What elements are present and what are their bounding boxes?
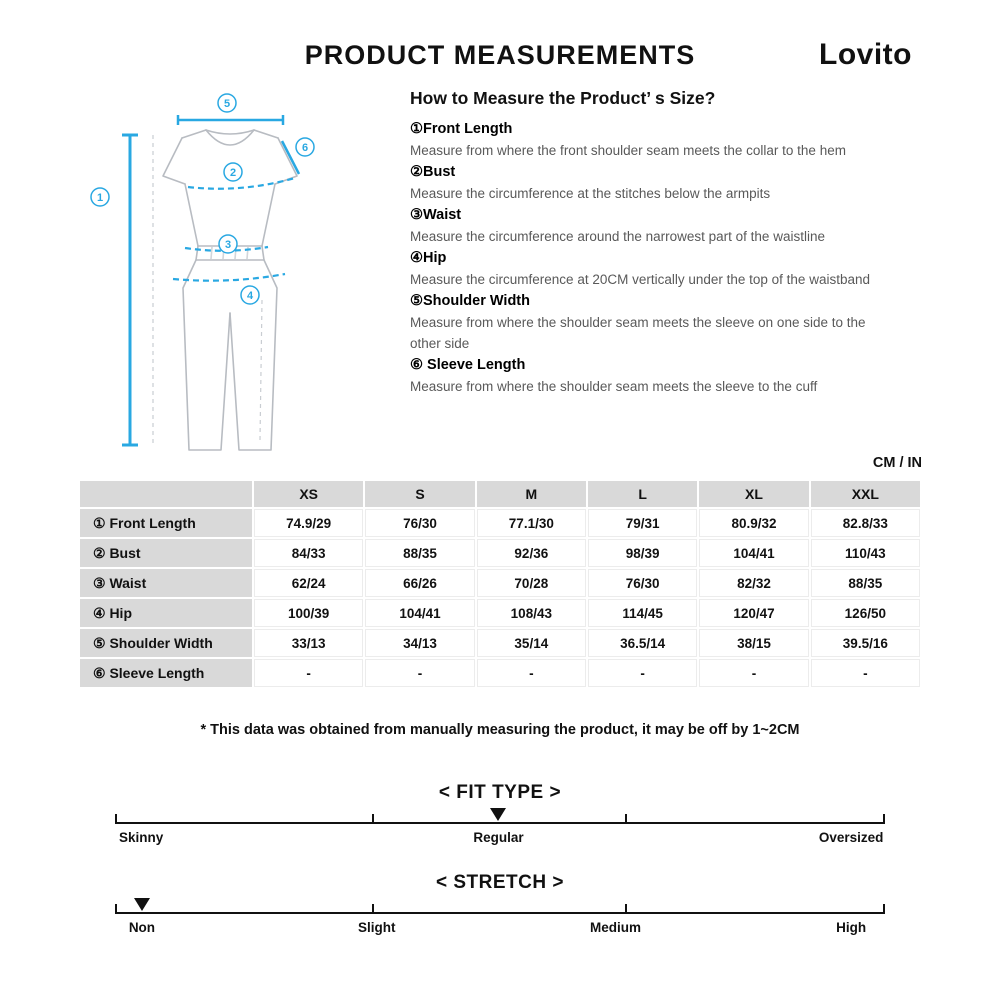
fit-type-scale xyxy=(0,782,1000,845)
table-row-front-length xyxy=(80,509,920,537)
stretch-track xyxy=(115,912,885,935)
measurement-value: - xyxy=(811,659,920,687)
annotation-2-bust xyxy=(224,163,242,181)
measurement-value: 35/14 xyxy=(477,629,586,657)
measurement-value: 33/13 xyxy=(254,629,363,657)
measurement-value: 76/30 xyxy=(365,509,474,537)
guide-item-desc: Measure the circumference at the stitches below the armpits xyxy=(410,186,771,201)
measurement-value: 114/45 xyxy=(588,599,697,627)
measurement-value: - xyxy=(254,659,363,687)
fit-type-pointer-arrow xyxy=(490,808,506,821)
tick-mark xyxy=(115,814,117,823)
row-label: ④ Hip xyxy=(80,599,252,627)
measurement-value: 126/50 xyxy=(811,599,920,627)
guide-item-shoulder-width xyxy=(410,290,900,354)
scale-label-medium: Medium xyxy=(589,920,642,935)
brand-logo: Lovito xyxy=(819,38,912,71)
tick-mark xyxy=(625,814,627,823)
measurement-value: 92/36 xyxy=(477,539,586,567)
measure-guide xyxy=(410,88,900,397)
annotation-1-front-length xyxy=(91,188,109,206)
diagram-annotations xyxy=(91,94,314,304)
measurement-value: 104/41 xyxy=(699,539,808,567)
scale-label-regular: Regular xyxy=(473,830,524,845)
row-label: ① Front Length xyxy=(80,509,252,537)
table-row-shoulder-width xyxy=(80,629,920,657)
svg-text:5: 5 xyxy=(223,98,231,110)
scale-label-non: Non xyxy=(128,920,156,935)
table-corner-cell xyxy=(80,481,252,507)
measurement-value: 76/30 xyxy=(588,569,697,597)
measurement-value: 88/35 xyxy=(811,569,920,597)
guide-item-desc: Measure from where the shoulder seam meets the sleeve on one side to the other side xyxy=(410,315,866,351)
guide-item-desc: Measure the circumference around the narrowest part of the waistline xyxy=(410,229,825,244)
measurement-value: 39.5/16 xyxy=(811,629,920,657)
scale-label-high: High xyxy=(836,920,867,935)
scale-label-skinny: Skinny xyxy=(119,830,164,845)
row-label: ③ Waist xyxy=(80,569,252,597)
guide-item-desc: Measure from where the front shoulder seam meets the collar to the hem xyxy=(410,143,846,158)
size-col-header: M xyxy=(477,481,586,507)
measurement-value: - xyxy=(477,659,586,687)
measurement-disclaimer: * This data was obtained from manually measuring the product, it may be off by 1~2CM xyxy=(200,722,800,738)
stretch-scale xyxy=(0,872,1000,935)
stretch-title: < STRETCH > xyxy=(436,872,564,893)
size-col-header: XXL xyxy=(811,481,920,507)
table-row-waist xyxy=(80,569,920,597)
table-row-sleeve-length xyxy=(80,659,920,687)
guide-item-front-length xyxy=(410,118,900,161)
guide-title: How to Measure the Product’ s Size? xyxy=(410,88,716,108)
annotation-6-sleeve-length xyxy=(296,138,314,156)
measurement-value: 110/43 xyxy=(811,539,920,567)
annotation-4-hip xyxy=(241,286,259,304)
guide-item-waist xyxy=(410,204,900,247)
annotation-5-shoulder-width xyxy=(218,94,236,112)
tick-mark xyxy=(115,904,117,913)
guide-item-label: ⑤Shoulder Width xyxy=(410,293,530,309)
fit-type-title: < FIT TYPE > xyxy=(438,782,562,803)
measurement-value: - xyxy=(588,659,697,687)
measurement-value: 80.9/32 xyxy=(699,509,808,537)
tick-mark xyxy=(372,814,374,823)
table-row-hip xyxy=(80,599,920,627)
measurement-value: 79/31 xyxy=(588,509,697,537)
row-label: ⑥ Sleeve Length xyxy=(80,659,252,687)
measurement-value: 98/39 xyxy=(588,539,697,567)
size-table-header-row xyxy=(80,481,920,507)
measurement-value: 120/47 xyxy=(699,599,808,627)
measurement-value: 84/33 xyxy=(254,539,363,567)
measurement-value: 100/39 xyxy=(254,599,363,627)
size-col-header: XL xyxy=(699,481,808,507)
measurement-value: 66/26 xyxy=(365,569,474,597)
measurement-value: 82/32 xyxy=(699,569,808,597)
size-col-header: XS xyxy=(254,481,363,507)
size-col-header: L xyxy=(588,481,697,507)
guide-item-desc: Measure from where the shoulder seam meets the sleeve to the cuff xyxy=(410,379,818,394)
row-label: ② Bust xyxy=(80,539,252,567)
svg-text:6: 6 xyxy=(301,142,309,154)
guide-item-label: ④Hip xyxy=(410,250,447,266)
measurement-value: 88/35 xyxy=(365,539,474,567)
size-table-wrap xyxy=(78,479,922,689)
measurement-value: 108/43 xyxy=(477,599,586,627)
measurement-value: - xyxy=(365,659,474,687)
measurement-value: 104/41 xyxy=(365,599,474,627)
guide-item-label: ③Waist xyxy=(410,207,462,223)
measurement-value: 34/13 xyxy=(365,629,474,657)
tick-mark xyxy=(372,904,374,913)
annotation-3-waist xyxy=(219,235,237,253)
guide-item-sleeve-length xyxy=(410,354,900,397)
guide-item-hip xyxy=(410,247,900,290)
row-label: ⑤ Shoulder Width xyxy=(80,629,252,657)
measurement-value: 77.1/30 xyxy=(477,509,586,537)
scale-label-slight: Slight xyxy=(358,920,396,935)
svg-text:1: 1 xyxy=(96,192,104,204)
stretch-pointer-arrow xyxy=(134,898,150,911)
svg-text:2: 2 xyxy=(229,167,237,179)
measurement-value: 38/15 xyxy=(699,629,808,657)
measurement-value: 82.8/33 xyxy=(811,509,920,537)
tick-mark xyxy=(883,814,885,823)
guide-item-label: ①Front Length xyxy=(410,121,513,137)
measurement-value: - xyxy=(699,659,808,687)
fit-type-track xyxy=(115,822,885,845)
measurement-value: 62/24 xyxy=(254,569,363,597)
guide-item-bust xyxy=(410,161,900,204)
measurement-value: 74.9/29 xyxy=(254,509,363,537)
page-title: PRODUCT MEASUREMENTS xyxy=(304,40,696,70)
garment-diagram-svg xyxy=(55,78,365,463)
measurement-value: 70/28 xyxy=(477,569,586,597)
tick-mark xyxy=(883,904,885,913)
garment-diagram xyxy=(55,78,365,463)
unit-label: CM / IN xyxy=(872,455,922,471)
svg-text:4: 4 xyxy=(246,290,254,302)
svg-text:3: 3 xyxy=(224,239,232,251)
guide-item-label: ②Bust xyxy=(410,164,456,180)
size-table xyxy=(78,479,922,689)
guide-item-desc: Measure the circumference at 20CM vertically under the top of the waistband xyxy=(410,272,870,287)
size-col-header: S xyxy=(365,481,474,507)
tick-mark xyxy=(625,904,627,913)
guide-item-label: ⑥ Sleeve Length xyxy=(410,357,526,373)
table-row-bust xyxy=(80,539,920,567)
scale-label-oversized: Oversized xyxy=(818,830,884,845)
measurement-value: 36.5/14 xyxy=(588,629,697,657)
